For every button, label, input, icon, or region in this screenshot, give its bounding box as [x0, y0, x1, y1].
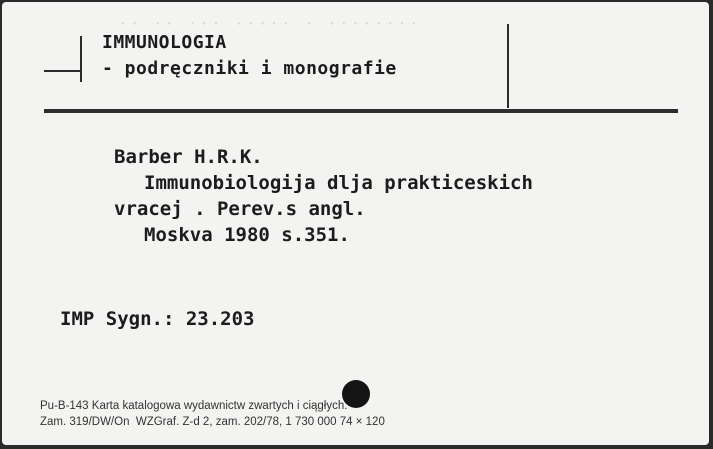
entry-imprint: Moskva 1980 s.351.	[144, 224, 350, 246]
heading-left-mark	[80, 36, 82, 82]
entry-title: Immunobiologija dlja prakticeskich	[144, 172, 533, 194]
heading-dash-mark	[44, 70, 80, 72]
faded-text: ·· ·· ··· ····· · ········	[118, 14, 421, 33]
catalog-card	[2, 2, 709, 445]
footer-line-1: Pu-B-143 Karta katalogowa wydawnictw zwartych i ciągłych.	[40, 400, 348, 412]
divider-rule	[44, 109, 678, 113]
footer-line-2: Zam. 319/DW/On WZGraf. Z-d 2, zam. 202/78, 1 730 000 74 × 120	[40, 416, 385, 428]
shelf-signature: IMP Sygn.: 23.203	[60, 308, 255, 330]
entry-title-continued: vracej . Perev.s angl.	[114, 198, 366, 220]
entry-author: Barber H.R.K.	[114, 146, 263, 168]
subject-heading: IMMUNOLOGIA	[102, 32, 227, 53]
subject-subheading: - podręczniki i monografie	[102, 58, 397, 79]
